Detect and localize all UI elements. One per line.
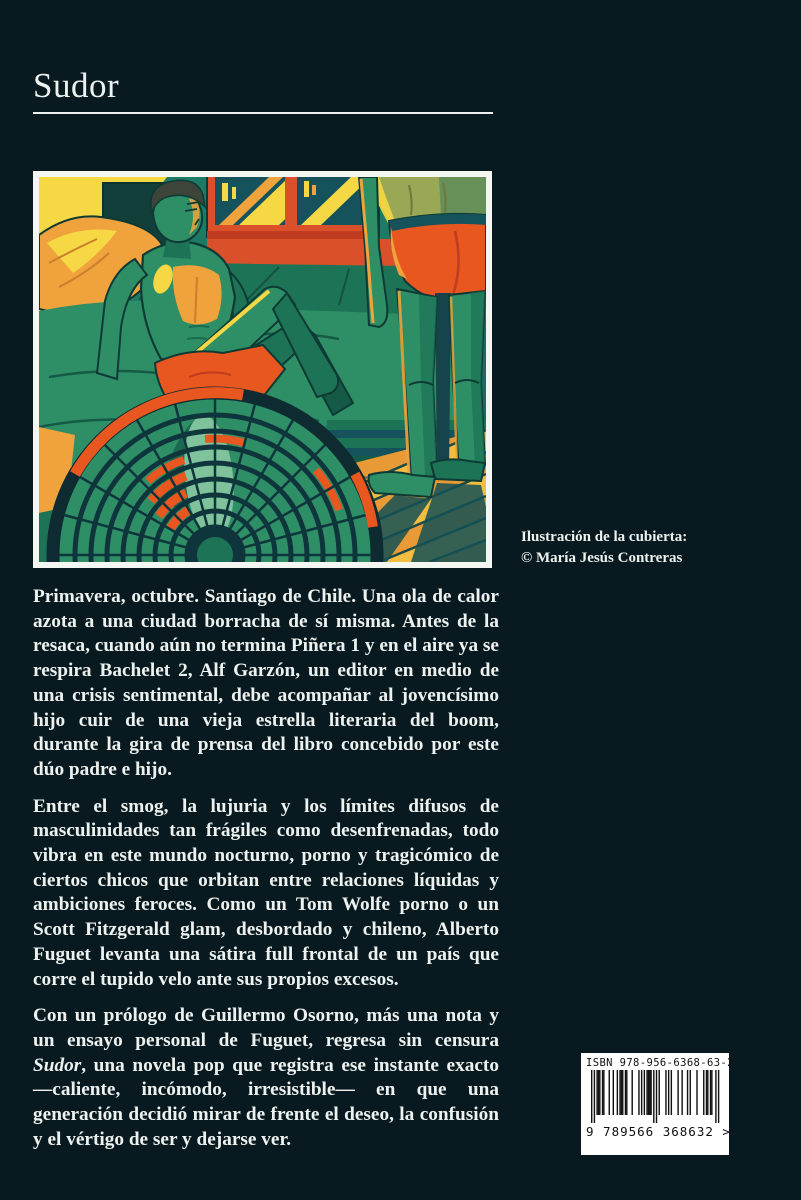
synopsis-paragraph-3 [33,1004,499,1152]
title-rule [33,112,493,114]
paragraph-3-start: Con un prólogo de Guillermo Osorno, más una nota y un ensayo personal de Fuguet, regresa sin censura [33,1005,499,1051]
synopsis [33,585,499,1164]
cover-illustration [33,171,492,568]
book-title-mention: Sudor [33,1054,82,1076]
paragraph-3-end: , una novela pop que registra ese instante exacto —caliente, incómodo, irresistible— en que una generación decidió mirar de frente el deseo, la confusión y el vértigo de ser y dejarse ver. [33,1054,499,1150]
synopsis-paragraph-2: Entre el smog, la lujuria y los límites difusos de masculinidades tan frágiles como desenfrenadas, todo vibra en este mundo nocturno, porno y tragicómico de ciertos chicos que orbitan entre relaciones líquidas y ambiciones feroces. Como un Tom Wolfe porno o un Scott Fitzgerald glam, desbordado y chileno, Alberto Fuguet levanta una sátira full frontal de un país que corre el tupido velo ante sus propios excesos. [33,795,499,990]
window [207,177,379,239]
barcode-bars [587,1070,723,1124]
cover-illustration-art [39,177,486,562]
credit-line-1: Ilustración de la cubierta: [521,529,688,545]
synopsis-paragraph-1: Primavera, octubre. Santiago de Chile. Una ola de calor azota a una ciudad borracha de sí misma. Antes de la resaca, cuando aún no termina Piñera 1 y en el aire ya se respira Bachelet 2, Alf Garzón, un editor en medio de una crisis sentimental, debe acompañar al jovencísimo hijo cuir de una vieja estrella literaria del boom, durante la gira de prensa del libro concebido por este dúo padre e hijo. [33,586,499,780]
barcode-digits: 9 789566 368632 > [586,1124,731,1139]
book-title: Sudor [33,66,120,105]
illustration-credit [521,527,687,569]
isbn-number: ISBN 978-956-6368-63-2 [586,1057,734,1069]
isbn-barcode [581,1053,734,1155]
credit-line-2: © María Jesús Contreras [521,550,683,566]
